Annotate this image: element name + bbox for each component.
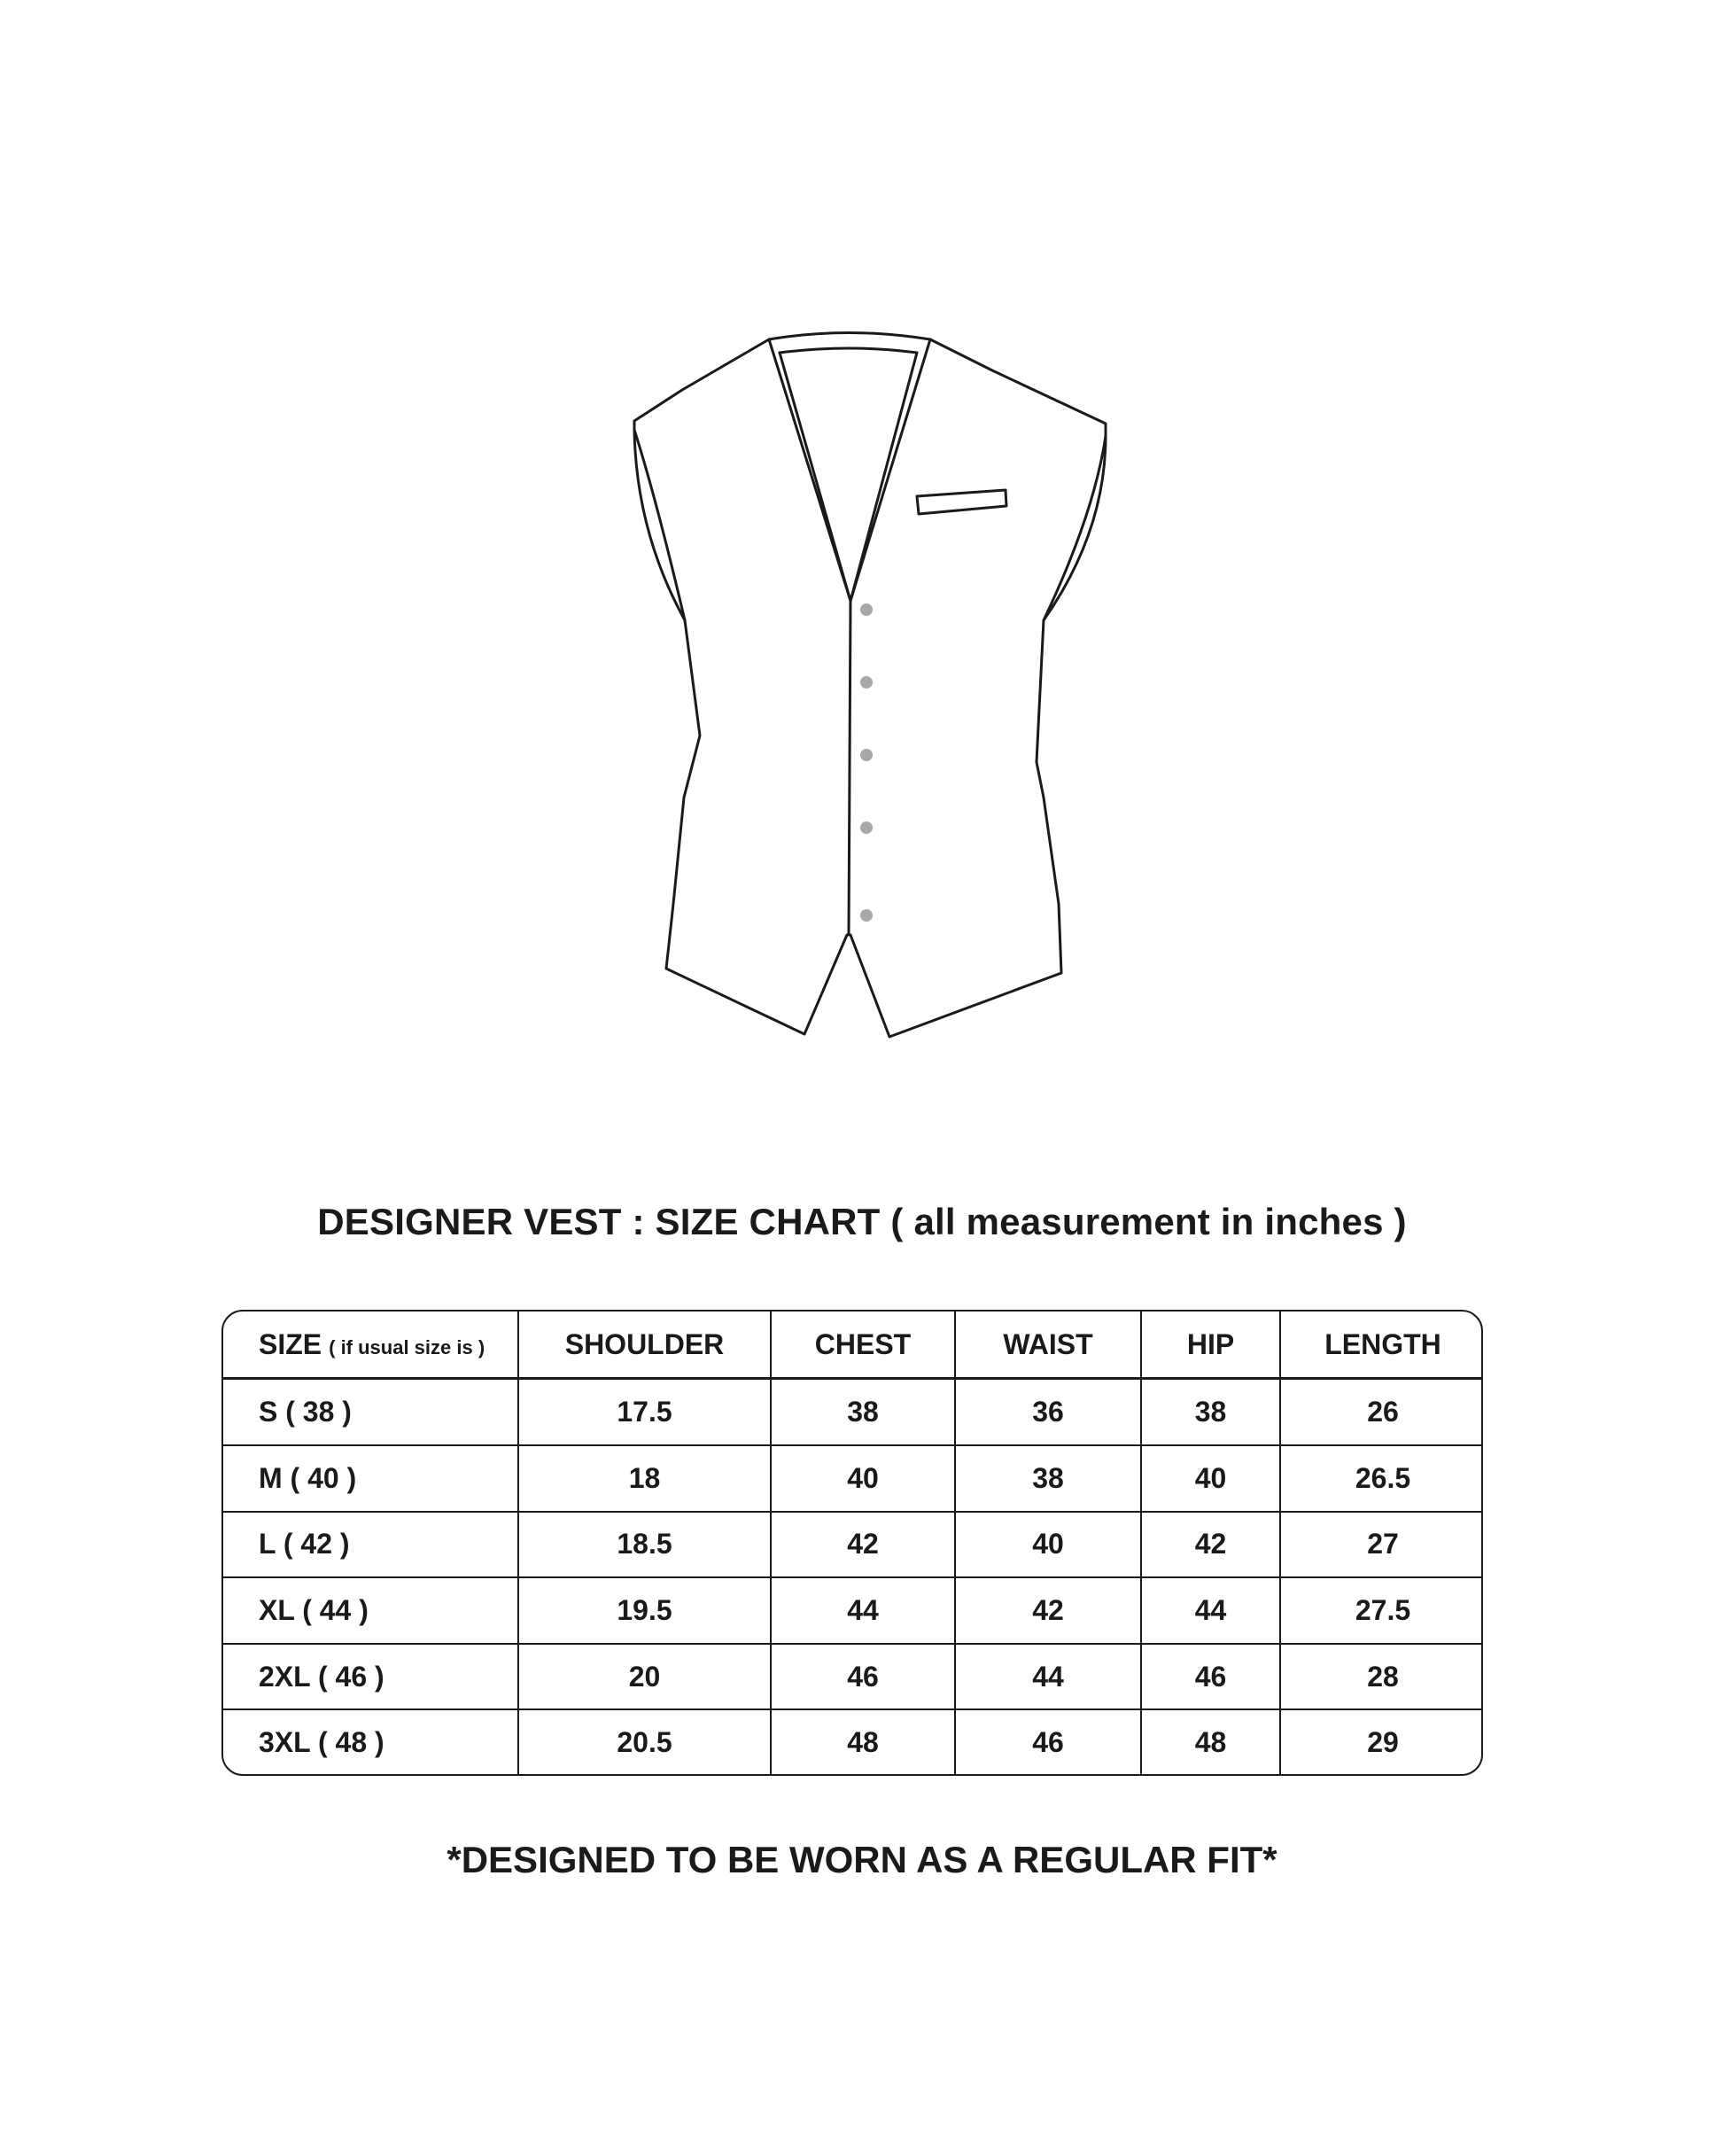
cell-chest: 40 — [771, 1445, 955, 1512]
cell-chest: 42 — [771, 1512, 955, 1578]
vest-button — [860, 676, 873, 689]
vest-button — [860, 749, 873, 761]
size-chart-table — [221, 1310, 1483, 1776]
cell-length: 26.5 — [1280, 1445, 1483, 1512]
vest-right-body — [850, 339, 1106, 1037]
header-waist: WAIST — [955, 1312, 1141, 1379]
table-row — [223, 1379, 1483, 1446]
vest-buttons — [860, 603, 873, 922]
cell-shoulder: 20.5 — [518, 1709, 771, 1774]
vest-button — [860, 603, 873, 616]
vest-right-armhole — [1044, 436, 1106, 620]
cell-chest: 38 — [771, 1379, 955, 1446]
cell-hip: 42 — [1141, 1512, 1280, 1578]
table-row — [223, 1577, 1483, 1644]
cell-size: S ( 38 ) — [223, 1379, 518, 1446]
table-row — [223, 1512, 1483, 1578]
vest-collar — [769, 333, 930, 340]
header-chest: CHEST — [771, 1312, 955, 1379]
cell-size: 3XL ( 48 ) — [223, 1709, 518, 1774]
cell-waist: 36 — [955, 1379, 1141, 1446]
table-header-row — [223, 1312, 1483, 1379]
header-shoulder: SHOULDER — [518, 1312, 771, 1379]
fit-note: *DESIGNED TO BE WORN AS A REGULAR FIT* — [447, 1839, 1277, 1880]
cell-length: 29 — [1280, 1709, 1483, 1774]
header-length: LENGTH — [1280, 1312, 1483, 1379]
cell-chest: 48 — [771, 1709, 955, 1774]
cell-hip: 46 — [1141, 1644, 1280, 1710]
table-row — [223, 1709, 1483, 1774]
table-row — [223, 1445, 1483, 1512]
header-size — [223, 1312, 518, 1379]
cell-length: 28 — [1280, 1644, 1483, 1710]
cell-length: 27.5 — [1280, 1577, 1483, 1644]
cell-hip: 48 — [1141, 1709, 1280, 1774]
cell-length: 27 — [1280, 1512, 1483, 1578]
table-row — [223, 1644, 1483, 1710]
cell-waist: 44 — [955, 1644, 1141, 1710]
cell-shoulder: 19.5 — [518, 1577, 771, 1644]
vest-collar-inner — [780, 348, 917, 353]
cell-length: 26 — [1280, 1379, 1483, 1446]
header-size-note: ( if usual size is ) — [329, 1335, 485, 1358]
vest-button — [860, 821, 873, 834]
cell-size: 2XL ( 46 ) — [223, 1644, 518, 1710]
cell-shoulder: 17.5 — [518, 1379, 771, 1446]
size-chart-title: DESIGNER VEST : SIZE CHART ( all measurement in inches ) — [317, 1201, 1407, 1242]
cell-waist: 40 — [955, 1512, 1141, 1578]
vest-button — [860, 909, 873, 922]
cell-hip: 40 — [1141, 1445, 1280, 1512]
cell-chest: 44 — [771, 1577, 955, 1644]
cell-size: M ( 40 ) — [223, 1445, 518, 1512]
vest-placket — [849, 601, 850, 935]
header-size-label: SIZE — [259, 1327, 322, 1360]
header-hip: HIP — [1141, 1312, 1280, 1379]
vest-right-lapel — [850, 339, 930, 601]
cell-size: XL ( 44 ) — [223, 1577, 518, 1644]
cell-shoulder: 18 — [518, 1445, 771, 1512]
cell-waist: 38 — [955, 1445, 1141, 1512]
cell-shoulder: 20 — [518, 1644, 771, 1710]
cell-shoulder: 18.5 — [518, 1512, 771, 1578]
cell-hip: 44 — [1141, 1577, 1280, 1644]
cell-waist: 42 — [955, 1577, 1141, 1644]
vest-chest-pocket — [917, 490, 1006, 514]
cell-chest: 46 — [771, 1644, 955, 1710]
cell-waist: 46 — [955, 1709, 1141, 1774]
cell-size: L ( 42 ) — [223, 1512, 518, 1578]
vest-left-body — [634, 339, 847, 1034]
cell-hip: 38 — [1141, 1379, 1280, 1446]
